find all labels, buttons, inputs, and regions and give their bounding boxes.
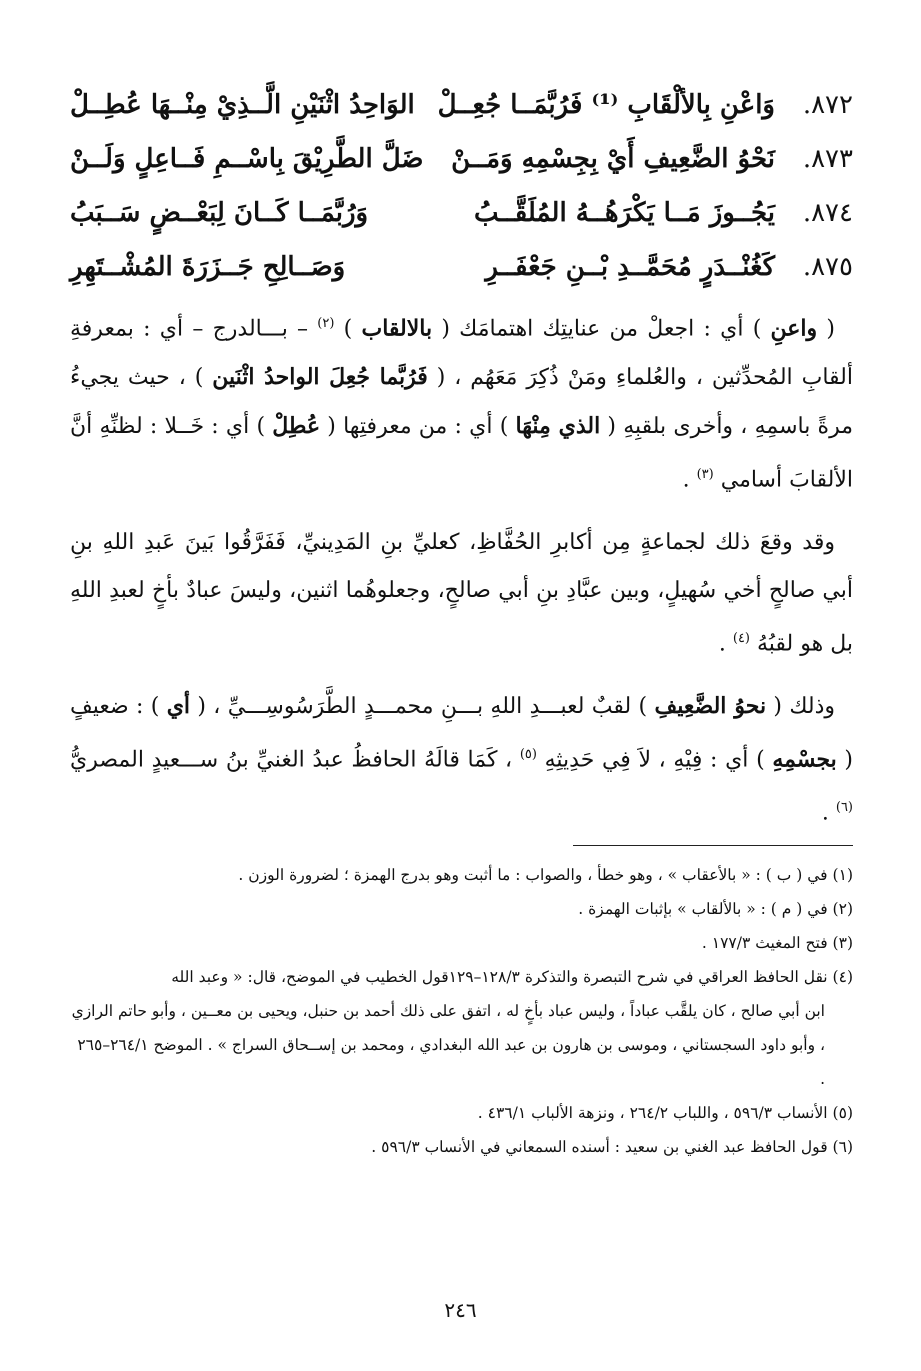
footnote-number: (١) — [832, 866, 853, 884]
footnote-text: فتح المغيث ١٧٧/٣ . — [701, 934, 828, 952]
verse-number: ٨٧٥. — [802, 252, 853, 282]
footnote — [70, 926, 853, 960]
verse-first-hemistich: كَغُنْــدَرٍ مُحَمَّــدِ بْــنِ جَعْفَــرِ — [485, 252, 775, 282]
text-run: ) لقبٌ لعبـــدِ اللهِ بـــنِ محمـــدٍ الطَّرَسُوسِـــيِّ ، ( — [190, 693, 655, 719]
footnote — [70, 1130, 853, 1164]
footnote-marker: (٢) — [317, 316, 335, 331]
page-number: ٢٤٦ — [444, 1298, 477, 1322]
verse-first-hemistich: يَجُــوزَ مَــا يَكْرَهُــهُ المُلَقَّــبُ — [473, 198, 775, 228]
text-run: ) — [334, 316, 362, 342]
text-run: ( — [817, 316, 835, 342]
footnote-text: في ( ب ) : « بالأعقاب » ، وهو خطأ ، والصواب : ما أثبت وهو بدرج الهمزة ؛ لضرورة الوزن . — [238, 866, 828, 884]
footnote-number: (٥) — [832, 1104, 853, 1122]
footnote-number: (٤) — [832, 968, 853, 986]
verse-second-hemistich: ضَلَّ الطَّرِيْقَ بِاسْــمِ فَــاعِلٍ وَلَــنْ — [70, 144, 424, 174]
footnote-marker: (٦) — [835, 800, 853, 816]
text-run: وذلك ( — [766, 693, 835, 719]
footnote — [70, 892, 853, 926]
commentary-paragraph — [70, 682, 853, 838]
text-run: ) أي : اجعلْ من عنايتِك اهتمامَك ( — [432, 316, 771, 342]
verse-block — [70, 78, 853, 294]
verse-first-hemistich: وَاعْنِ بِالألْقَابِ ⁽¹⁾ فَرُبَّمَــا جُعِــلْ — [437, 90, 775, 120]
footnote-text: نقل الحافظ العراقي في شرح التبصرة والتذكرة ١٢٨/٣–١٢٩قول الخطيب في الموضح، قال: « وعبد الله — [171, 968, 828, 986]
footnote-separator — [573, 845, 853, 846]
verse-number: ٨٧٤. — [802, 198, 853, 228]
footnote — [70, 858, 853, 892]
footnote-marker: (٥) — [519, 746, 537, 762]
text-run: وقد وقعَ ذلك لجماعةٍ مِن أكابرِ الحُفَّاظِ، كعليِّ بنِ المَدِينيِّ، فَفَرَّقُوا بَينَ عَبدِ اللهِ بنِ أبي صالحٍ أخي سُهيلٍ، وبين عبَّادِ بنِ أبي صالحٍ، وجعلوهُما اثنين، وليسَ عبادٌ بأخٍ لعبدِ اللهِ بل هو لقبُهُ — [70, 529, 853, 656]
quoted-term: بجسْمِهِ — [772, 746, 837, 773]
footnote-marker: (٤) — [732, 630, 750, 646]
verse-line — [70, 240, 853, 294]
text-run: . — [682, 467, 697, 493]
quoted-term: فَرُبَّما جُعِلَ الواحدُ اثْنَين — [212, 364, 428, 391]
text-run: ) : ضعيفٍ ( — [70, 693, 854, 773]
quoted-term: نحوُ الضَّعِيفِ — [654, 692, 767, 719]
footnote-number: (٣) — [832, 934, 853, 952]
quoted-term: واعنِ — [770, 315, 818, 342]
footnote-text: في ( م ) : « بالألقاب » بإثبات الهمزة . — [578, 900, 828, 918]
quoted-term: الذي مِنْهَا — [515, 413, 601, 440]
verse-second-hemistich: وَرُبَّمَــا كَــانَ لِبَعْــضٍ سَــبَبُ — [70, 198, 369, 228]
verse-second-hemistich: وَصَــالِحِ جَــزَرَةَ المُشْــتَهِرِ — [70, 252, 346, 282]
verse-line — [70, 132, 853, 186]
footnote-number: (٦) — [832, 1138, 853, 1156]
verse-first-hemistich: نَحْوُ الضَّعِيفِ أَيْ بِجِسْمِهِ وَمَــنْ — [451, 144, 775, 174]
verse-second-hemistich: الوَاحِدُ اثْنَيْنِ الَّــذِيْ مِنْــهَا عُطِــلْ — [70, 90, 415, 120]
verse-number: ٨٧٢. — [802, 90, 853, 120]
quoted-term: أي — [166, 692, 191, 719]
footnote — [70, 960, 853, 1096]
verse-line — [70, 186, 853, 240]
text-run: ) أي : فِيْهِ ، لاَ فِي حَدِيثِهِ — [536, 747, 773, 773]
verse-number: ٨٧٣. — [802, 144, 853, 174]
footnote-text: قول الحافظ عبد الغني بن سعيد : أسنده السمعاني في الأنساب ٥٩٦/٣ . — [371, 1138, 828, 1156]
text-run: ) أي : من معرفتِها ( — [320, 414, 516, 440]
text-run: ) أي : خَــلا : لظنِّهِ أنَّ الألقابَ أسامي — [70, 414, 853, 493]
commentary-paragraph — [70, 300, 853, 505]
text-run: ، كَمَا قالَهُ الحافظُ عبدُ الغنيِّ بنُ ســـعيدٍ المصريُّ — [70, 747, 520, 773]
footnote-number: (٢) — [832, 900, 853, 918]
text-run: ) ، حيث يجيءُ مرةً باسمِهِ ، وأخرى بلقبِهِ ( — [70, 365, 853, 440]
commentary-paragraph — [70, 519, 853, 668]
footnote-continuation: ابن أبي صالح ، كان يلقَّب عباداً ، وليس عباد بأخٍ له ، اتفق على ذلك أحمد بن حنبل، ويحيى بن معــين ، وأبو حاتم الرازي ، وأبو داود السجستاني ، وموسى بن هارون بن عبد الله البغدادي ، ومحمد بن إســحاق السراج » . الموضح ٢٦٤/١–٢٦٥ . — [71, 1002, 825, 1088]
footnote-marker: (٣) — [696, 467, 714, 483]
text-run: . — [821, 800, 836, 826]
footnotes — [70, 858, 853, 1164]
quoted-term: بالالقاب — [361, 315, 433, 342]
commentary — [70, 300, 853, 838]
footnote-text: الأنساب ٥٩٦/٣ ، واللباب ٢٦٤/٢ ، ونزهة الألباب ٤٣٦/١ . — [477, 1104, 828, 1122]
text-run: . — [718, 630, 733, 656]
text-run: – بـــالدرج – أي : بمعرفةِ ألقابِ المُحدِّثين ، والعُلماءِ ومَنْ ذُكِرَ مَعَهُم ، ( — [70, 316, 853, 391]
footnote — [70, 1096, 853, 1130]
verse-line — [70, 78, 853, 132]
quoted-term: عُطِلْ — [272, 413, 321, 440]
